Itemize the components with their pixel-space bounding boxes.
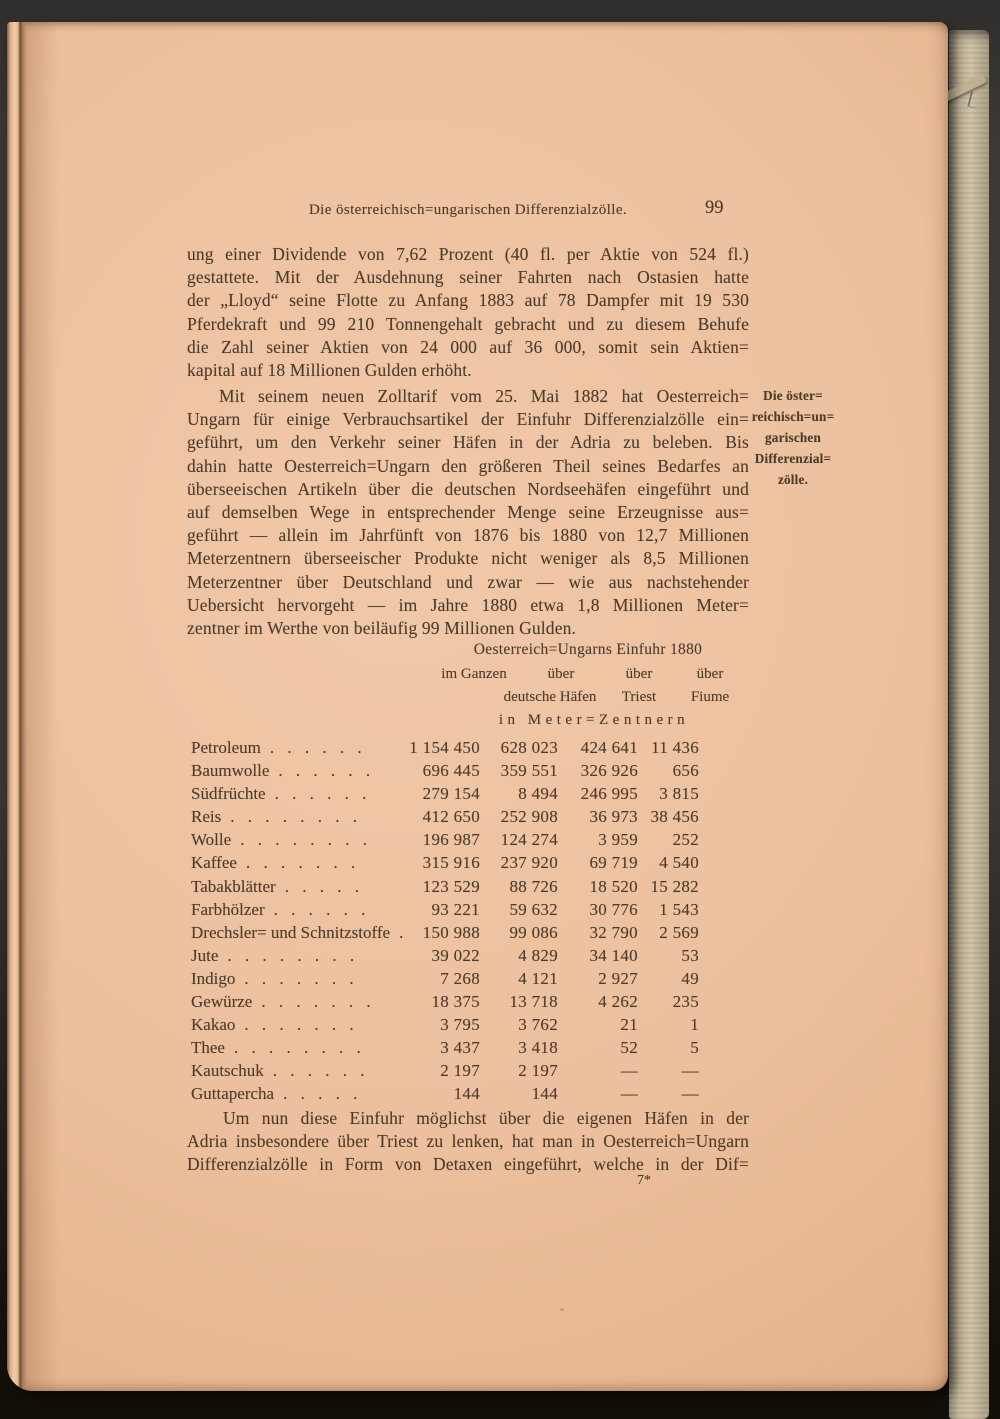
value-triest: 424 641 — [580, 738, 638, 757]
col-head-german-ports: deutsche Häfen — [503, 689, 597, 705]
value-total: 279 154 — [422, 784, 480, 804]
margin-note-line: Die öster= — [763, 388, 823, 403]
value-german-ports: 3 762 — [518, 1015, 558, 1035]
table-row — [189, 967, 702, 990]
col-head-total: im Ganzen — [441, 666, 507, 682]
leader-dots: . . . . . — [283, 1084, 358, 1104]
page-number: 99 — [705, 198, 724, 218]
leader-dots: . . . . . . — [278, 761, 371, 781]
value-fiume: 49 — [681, 968, 699, 988]
col-head-over-1: über — [547, 666, 575, 682]
commodity-label: Indigo — [191, 968, 236, 988]
text-line: Differenzialzölle in Form von Detaxen eingeführt, welche in der Dif= — [187, 1154, 749, 1175]
table-row — [189, 828, 702, 851]
value-fiume: 53 — [681, 945, 699, 965]
value-fiume: 3 815 — [659, 784, 699, 804]
page-stack-edge — [949, 30, 989, 1419]
table-row — [189, 851, 702, 874]
text-line: ung einer Dividende von 7,62 Prozent (40 fl. per Aktie von 524 fl.) — [187, 244, 749, 264]
value-german-ports: 252 908 — [500, 807, 558, 827]
leader-dots: . . . . . — [284, 876, 359, 896]
commodity-label: Baumwolle — [191, 761, 270, 781]
value-triest: 3 959 — [598, 830, 638, 850]
value-fiume: — — [681, 1061, 699, 1081]
value-german-ports: 237 920 — [500, 853, 558, 873]
value-total: 196 987 — [422, 830, 480, 850]
value-total: 696 445 — [422, 761, 480, 781]
text-line: gestattete. Mit der Ausdehnung seiner Fahrten nach Ostasien hatte — [187, 267, 749, 288]
value-german-ports: 13 718 — [509, 992, 558, 1012]
value-triest: 4 262 — [598, 992, 638, 1012]
value-total: 150 988 — [422, 922, 480, 942]
text-line: Um nun diese Einfuhr möglichst über die eigenen Häfen in der — [223, 1108, 749, 1128]
commodity-label: Thee — [191, 1038, 225, 1058]
value-total: 412 650 — [422, 807, 480, 827]
text-line: dahin hatte Oesterreich=Ungarn den größeren Theil seines Bedarfes an — [187, 455, 749, 476]
table-row — [189, 736, 702, 759]
paragraph-2 — [187, 385, 749, 640]
text-line: Uebersicht hervorgeht — im Jahre 1880 etwa 1,8 Millionen Meter= — [187, 594, 749, 615]
value-triest: 34 140 — [589, 945, 638, 965]
table-title: Oesterreich=Ungarns Einfuhr 1880 — [473, 641, 703, 658]
signature-mark: 7* — [637, 1173, 651, 1188]
value-german-ports: 359 551 — [500, 761, 558, 781]
value-fiume: 38 456 — [650, 807, 699, 827]
value-german-ports: 4 121 — [518, 968, 558, 988]
leader-dots: . . . . . . . — [244, 968, 354, 988]
value-triest: — — [620, 1061, 638, 1081]
leader-dots: . . . . . . . — [244, 1015, 354, 1035]
margin-note — [741, 386, 845, 491]
value-fiume: 235 — [672, 992, 699, 1012]
value-total: 315 916 — [422, 853, 480, 873]
leader-dots: . . . . . . — [269, 738, 362, 757]
value-total: 93 221 — [431, 899, 480, 919]
book-page — [7, 22, 948, 1391]
commodity-label: Drechsler= und Schnitzstoffe — [191, 922, 391, 942]
value-triest: 30 776 — [589, 899, 638, 919]
value-triest: 69 719 — [589, 853, 638, 873]
value-german-ports: 2 197 — [518, 1061, 558, 1081]
value-fiume: 5 — [690, 1038, 699, 1058]
margin-note-line: zölle. — [777, 471, 809, 487]
value-triest: 52 — [620, 1038, 638, 1058]
value-german-ports: 628 023 — [500, 738, 558, 757]
commodity-label: Wolle — [191, 830, 232, 850]
text-line: Mit seinem neuen Zolltarif vom 25. Mai 1882 hat Oesterreich= — [219, 386, 749, 406]
text-line: Meterzentner über Deutschland und zwar — wie aus nachstehender — [187, 571, 749, 592]
value-fiume: 1 543 — [659, 899, 699, 919]
value-total: 123 529 — [422, 876, 480, 896]
margin-note-line: Differenzial= — [754, 450, 832, 466]
running-head: Die österreichisch=ungarischen Differenzialzölle. — [308, 202, 628, 218]
paragraph-1 — [187, 243, 749, 382]
text-line: geführt, um den Verkehr seiner Häfen in der Adria zu beleben. Bis — [187, 432, 749, 453]
commodity-label: Farbhölzer — [191, 899, 265, 919]
text-line: Ungarn für einige Verbrauchsartikel der Einfuhr Differenzialzölle ein= — [187, 409, 749, 430]
text-line: Pferdekraft und 99 210 Tonnengehalt gebracht und zu diesem Behufe — [187, 313, 749, 334]
text-line: geführt — allein im Jahrfünft von 1876 bis 1880 von 12,7 Millionen — [187, 525, 749, 546]
value-total: 3 437 — [440, 1038, 480, 1058]
commodity-label: Kautschuk — [191, 1061, 264, 1081]
text-line: kapital auf 18 Millionen Gulden erhöht. — [187, 360, 472, 381]
leader-dots: . . . . . . — [274, 784, 367, 804]
value-german-ports: 59 632 — [509, 899, 558, 919]
value-total: 7 268 — [440, 968, 480, 988]
table-row — [189, 875, 702, 898]
table-row — [189, 1013, 702, 1036]
leader-dots: . . . . . . . — [245, 853, 356, 873]
value-german-ports: 4 829 — [518, 945, 558, 965]
col-head-over-2: über — [625, 666, 653, 682]
value-german-ports: 88 726 — [509, 876, 558, 896]
value-triest: 2 927 — [598, 968, 638, 988]
value-fiume: 656 — [672, 761, 699, 781]
leader-dots: . . . . . . . . — [240, 830, 367, 850]
value-fiume: — — [681, 1084, 699, 1104]
margin-note-line: reichisch=un= — [751, 408, 835, 424]
value-fiume: 4 540 — [659, 853, 699, 873]
value-triest: 21 — [620, 1015, 638, 1035]
leader-dots: . . . . . . — [273, 899, 366, 919]
value-triest: 36 973 — [589, 807, 638, 827]
value-german-ports: 99 086 — [509, 922, 558, 942]
table-row — [189, 1059, 702, 1082]
value-fiume: 11 436 — [651, 738, 699, 757]
leader-dots: . . . . . . . . — [227, 945, 355, 965]
value-total: 1 154 450 — [409, 738, 480, 757]
value-triest: — — [620, 1084, 638, 1104]
table-row — [189, 1036, 702, 1059]
leader-dots: . . . . . . . . — [230, 807, 357, 827]
commodity-label: Tabakblätter — [191, 876, 276, 896]
margin-note-line: garischen — [764, 429, 821, 445]
table-units-line: in Meter=Zentnern — [498, 712, 690, 728]
paragraph-3 — [187, 1107, 749, 1177]
commodity-label: Gewürze — [191, 992, 253, 1012]
table-row — [189, 1082, 702, 1105]
value-total: 2 197 — [440, 1061, 480, 1081]
table-row — [189, 898, 702, 921]
value-total: 144 — [453, 1084, 480, 1104]
value-fiume: 252 — [672, 830, 699, 850]
value-fiume: 1 — [690, 1015, 699, 1035]
leader-dots: . . . . . . — [272, 1061, 365, 1081]
table-row — [189, 990, 702, 1013]
commodity-label: Südfrüchte — [191, 784, 266, 804]
text-line: auf demselben Wege in entsprechender Menge seine Erzeugnisse aus= — [187, 502, 749, 523]
table-row — [189, 759, 702, 782]
value-fiume: 2 569 — [659, 922, 699, 942]
table-row — [189, 782, 702, 805]
table-row — [189, 921, 702, 944]
col-head-over-3: über — [696, 666, 724, 682]
commodity-label: Petroleum — [191, 738, 261, 757]
table-row — [189, 944, 702, 967]
value-german-ports: 144 — [531, 1084, 558, 1104]
leader-dots: . . . . . . . — [261, 992, 371, 1012]
value-triest: 18 520 — [589, 876, 638, 896]
text-line: überseeischen Artikeln über die deutschen Nordseehäfen eingeführt und — [187, 478, 749, 499]
table-row — [189, 805, 702, 828]
value-triest: 32 790 — [589, 922, 638, 942]
value-triest: 326 926 — [580, 761, 638, 781]
text-line: der „Lloyd“ seine Flotte zu Anfang 1883 auf 78 Dampfer mit 19 530 — [187, 290, 749, 311]
commodity-label: Reis — [191, 807, 222, 827]
text-line: zentner im Werthe von beiläufig 99 Millionen Gulden. — [187, 618, 577, 639]
col-head-fiume: Fiume — [690, 689, 730, 705]
leader-dots: . — [399, 922, 404, 942]
value-total: 3 795 — [440, 1015, 480, 1035]
value-triest: 246 995 — [580, 784, 638, 804]
value-german-ports: 3 418 — [518, 1038, 558, 1058]
page-content — [7, 22, 948, 1391]
value-fiume: 15 282 — [650, 876, 699, 896]
value-total: 39 022 — [431, 945, 480, 965]
value-german-ports: 124 274 — [500, 830, 558, 850]
leader-dots: . . . . . . . . — [233, 1038, 361, 1058]
commodity-label: Guttapercha — [191, 1084, 275, 1104]
commodity-label: Kakao — [191, 1015, 236, 1035]
col-head-triest: Triest — [621, 689, 657, 705]
text-line: Meterzentnern überseeischer Produkte nicht weniger als 8,5 Millionen — [187, 548, 749, 569]
value-german-ports: 8 494 — [518, 784, 558, 804]
import-table — [189, 736, 702, 1106]
text-line: Adria insbesondere über Triest zu lenken, hat man in Oesterreich=Ungarn — [187, 1131, 749, 1152]
value-total: 18 375 — [431, 992, 480, 1012]
commodity-label: Jute — [191, 945, 219, 965]
text-line: die Zahl seiner Aktien von 24 000 auf 36 000, somit sein Aktien= — [187, 336, 749, 357]
commodity-label: Kaffee — [191, 853, 237, 873]
